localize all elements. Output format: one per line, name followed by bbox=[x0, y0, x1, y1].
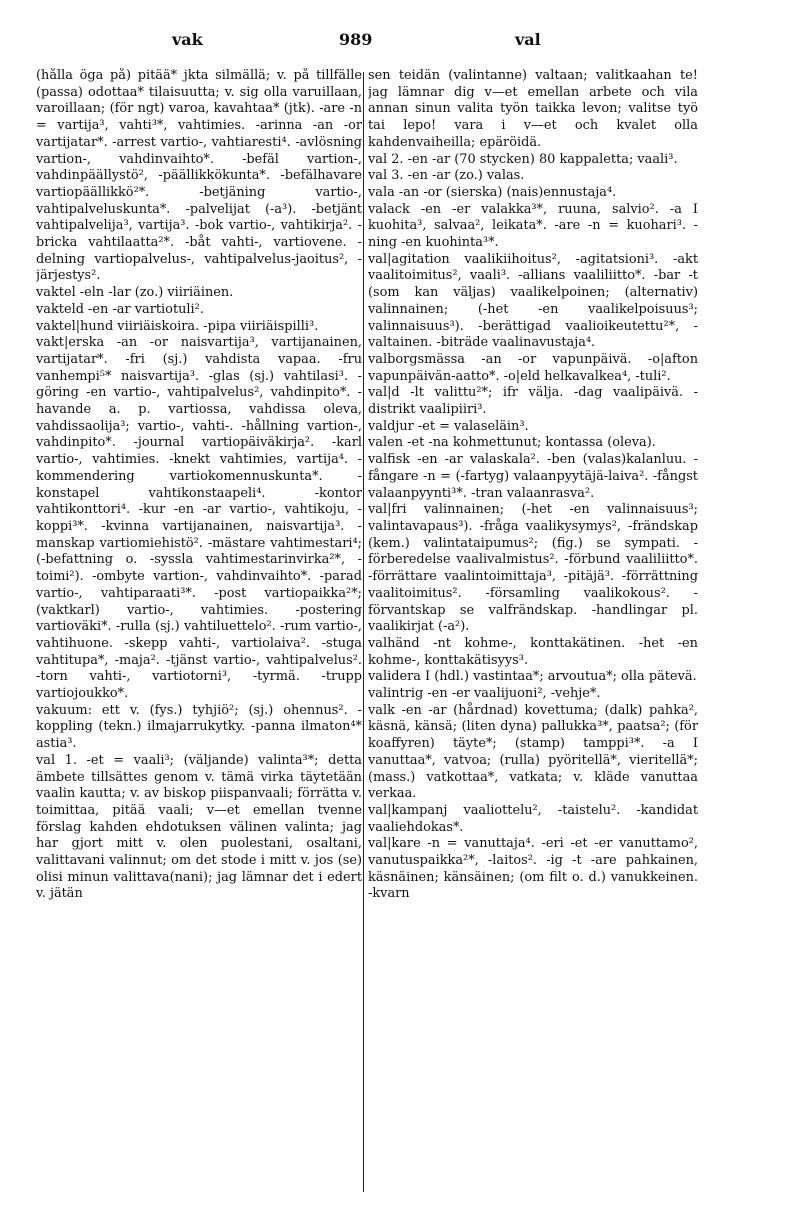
dictionary-entry: sen teidän (valintanne) valtaan; valitkaahan te! jag lämnar dig v—et emellan arbete och vila annan sinun valita työn taikka levon; valitse työ tai lepo! vara i v—et och kvalet olla kahdenvaiheilla; epäröidä. bbox=[368, 68, 698, 150]
dictionary-entry: val 3. -en -ar (zo.) valas. bbox=[368, 168, 525, 184]
dictionary-entry: (hålla öga på) pitää* jkta silmällä; v. på tillfälle (passa) odottaa* tilaisuutta; v. sig olla varuillaan, varoillaan; (för ngt) varoa, kavahtaa* (jtk). -are -n = vartija³, vahti³*, vahtimies. -arinna -an -or vartijatar*. -arrest vartio-, vahtiaresti⁴. -avlösning vartion-, vahdinvaihto*. -befäl vartion-, vahdinpäällystö², -päällikkökunta*. -befälhavare vartiopäällikkö²*. -betjäning vartio-, vahtipalveluskunta*. -palvelijat (-a³). -betjänt vahtipalvelija³, vartija³. -bok vartio-, vahtikirja². -bricka vahtilaatta²*. -båt vahti-, vartiovene. -delning vartiopalvelus-, vahtipalvelus-jaoitus², -järjestys². bbox=[36, 68, 362, 284]
dictionary-entry: vala -an -or (sierska) (nais)ennustaja⁴. bbox=[368, 184, 617, 200]
dictionary-entry: vaktel|hund viiriäiskoira. -pipa viiriäispilli³. bbox=[36, 318, 319, 334]
dictionary-entry: valborgsmässa -an -or vapunpäivä. -o|afton vapunpäivän-aatto*. -o|eld helkavalkea⁴, -tuli². bbox=[368, 351, 698, 384]
dictionary-entry: val 2. -en -ar (70 stycken) 80 kappaletta; vaali³. bbox=[368, 151, 678, 167]
dictionary-entry: val|kare -n = vanuttaja⁴. -eri -et -er vanuttamo², vanutuspaikka²*, -laitos². -ig -t -are pahkainen, käsnäinen; känsäinen; (om filt o. d.) vanukkeinen. -kvarn bbox=[368, 836, 698, 902]
dictionary-entry: val|fri valinnainen; (-het -en valinnaisuus³; valintavapaus³). -fråga vaalikysymys², -frändskap (kem.) valintataipumus²; (fig.) se sympati. -förberedelse vaalivalmistus². -förbund vaaliliitto*. -förrättare vaalintoimittaja³, -pitäjä³. -förrättning vaalitoimitus². -församling vaalikokous². -förvantskap se valfrändskap. -handlingar pl. vaalikirjat (-a²). bbox=[368, 502, 698, 635]
page-number: 989 bbox=[339, 30, 373, 49]
dictionary-entry: validera I (hdl.) vastintaa*; arvoutua*; olla pätevä. bbox=[368, 669, 697, 685]
dictionary-entry: valack -en -er valakka³*, ruuna, salvio². -a I kuohita³, salvaa², leikata*. -are -n = kuohari³. -ning -en kuohinta³*. bbox=[368, 201, 698, 251]
column-divider bbox=[363, 72, 364, 1192]
dictionary-entry: val|agitation vaalikiihoitus², -agitatsioni³. -akt vaalitoimitus², vaali³. -allians vaaliliitto*. -bar -t (som kan väljas) vaalikelpoinen; (alternativ) valinnainen; (-het -en vaalikelpoisuus³; valinnaisuus³). -berättigad vaalioikeutettu²*, -valtainen. -biträde vaalinavustaja⁴. bbox=[368, 251, 698, 351]
left-column bbox=[36, 68, 362, 1193]
dictionary-entry: valen -et -na kohmettunut; kontassa (oleva). bbox=[368, 435, 656, 451]
dictionary-entry: vaktel -eln -lar (zo.) viiriäinen. bbox=[36, 285, 234, 301]
right-column bbox=[368, 68, 698, 1193]
dictionary-entry: vakt|erska -an -or naisvartija³, vartijanainen, vartijatar*. -fri (sj.) vahdista vapaa. -fru vanhempi⁵* naisvartija³. -glas (sj.) vahtilasi³. -göring -en vartio-, vahtipalvelus², vahdinpito*. -havande a. p. vartiossa, vahdissa oleva, vahdissaolija³; vartio-, vahti-. -hållning vartion-, vahdinpito*. -journal vartiopäiväkirja². -karl vartio-, vahtimies. -knekt vahtimies, vartija⁴. -kommendering vartiokomennuskunta*. -konstapel vahtikonstaapeli⁴. -kontor vahtikonttori⁴. -kur -en -ar vartio-, vahtikoju, -koppi³*. -kvinna vartijanainen, naisvartija³. -manskap vartiomiehistö². -mästare vahtimestari⁴; (-befattning o. -syssla vahtimestarinvirka²*, -toimi²). -ombyte vartion-, vahdinvaihto*. -parad vartio-, vahtiparaati³*. -post vartiopaikka²*; (vaktkarl) vartio-, vahtimies. -postering vartioväki*. -rulla (sj.) vahtiluettelo². -rum vartio-, vahtihuone. -skepp vahti-, vartiolaiva². -stuga vahtitupa*, -maja². -tjänst vartio-, vahtipalvelus². -torn vahti-, vartiotorni³, -tyrmä. -trupp vartiojoukko*. bbox=[36, 335, 362, 702]
dictionary-entry: val|kampanj vaaliottelu², -taistelu². -kandidat vaaliehdokas*. bbox=[368, 802, 698, 835]
dictionary-entry: val 1. -et = vaali³; (väljande) valinta³*; detta ämbete tillsättes genom v. tämä virka täytetään vaalin kautta; v. av biskop piispanvaali; förrätta v. toimittaa, pitää vaali; v—et emellan tvenne förslag kahden ehdotuksen välinen valinta; jag har gjort mitt v. olen puolestani, osaltani, valittavani valinnut; om det stode i mitt v. jos (se) olisi minun valittava(nani); jag lämnar det i edert v. jätän bbox=[36, 752, 362, 902]
dictionary-entry: vakuum: ett v. (fys.) tyhjiö²; (sj.) ohennus². -koppling (tekn.) ilmajarrukytky. -panna ilmaton⁴* astia³. bbox=[36, 702, 362, 752]
dictionary-entry: vakteld -en -ar vartiotuli². bbox=[36, 301, 204, 317]
page-header bbox=[0, 30, 800, 60]
dictionary-entry: val|d -lt valittu²*; ifr välja. -dag vaalipäivä. -distrikt vaalipiiri³. bbox=[368, 385, 698, 418]
guide-word-right: val bbox=[515, 30, 541, 49]
dictionary-entry: valk -en -ar (hårdnad) kovettuma; (dalk) pahka², käsnä, känsä; (liten dyna) pallukka³*, paatsa²; (för koaffyren) täyte*; (stamp) tamppi³*. -a I vanuttaa*, vatvoa; (rulla) pyöritellä*, vieritellä*; (mass.) vatkottaa*, vatkata; v. kläde vanuttaa verkaa. bbox=[368, 702, 698, 802]
dictionary-entry: valintrig -en -er vaalijuoni², -vehje*. bbox=[368, 686, 601, 702]
dictionary-entry: valdjur -et = valaseläin³. bbox=[368, 418, 529, 434]
dictionary-entry: valfisk -en -ar valaskala². -ben (valas)kalanluu. -fångare -n = (-fartyg) valaanpyytäjä-laiva². -fångst valaanpyynti³*. -tran valaanrasva². bbox=[368, 452, 698, 501]
dictionary-entry: valhänd -nt kohme-, konttakätinen. -het -en kohme-, konttakätisyys³. bbox=[368, 635, 698, 668]
guide-word-left: vak bbox=[172, 30, 203, 49]
